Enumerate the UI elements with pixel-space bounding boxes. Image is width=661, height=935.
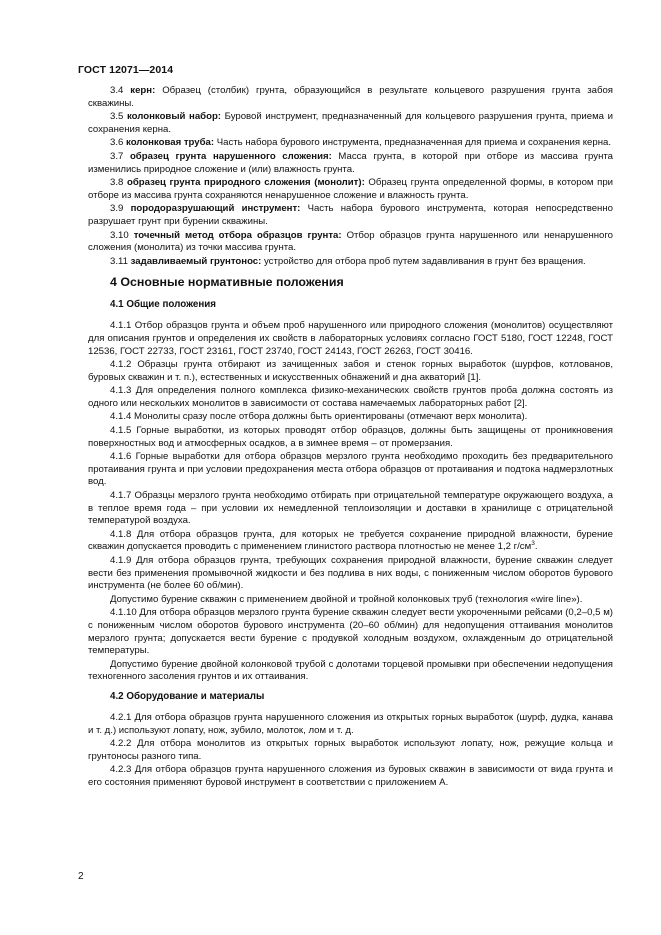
term-3-6 xyxy=(88,137,613,150)
term-3-9 xyxy=(88,203,613,228)
term-3-4 xyxy=(88,85,613,110)
terms-list xyxy=(88,85,613,268)
paragraph-4-1-3: 4.1.3 Для определения полного комплекса физико-механических свойств грунтов проба должна состоять из одного или нескольких монолитов в зависимости от состава намечаемых лабораторных работ [2]. xyxy=(88,385,613,409)
term-number: 3.8 xyxy=(110,177,124,189)
superscript: 3 xyxy=(531,540,535,548)
paragraph-4-1-2: 4.1.2 Образцы грунта отбирают из зачищенных забоя и стенок горных выработок (шурфов, котлованов, буровых скважин и т. п.), естественных и искусственных обнажений и дна акваторий [1]. xyxy=(88,359,613,383)
term-name: образец грунта нарушенного сложения: xyxy=(129,150,332,162)
section-4-2-body xyxy=(88,712,613,790)
term-name: задавливаемый грунтонос: xyxy=(130,255,262,267)
term-definition: Буровой инструмент, предназначенный для кольцевого разрушения грунта, приема и сохранения керна. xyxy=(88,111,613,135)
section-4-heading: 4 Основные нормативные положения xyxy=(110,275,344,290)
paragraph-4-1-8 xyxy=(88,529,613,554)
paragraph-text: 4.1.8 Для отбора образцов грунта, для которых не требуется сохранение природной влажности, бурение скважин допускается проводить с применением глинистого раствора плотностью не менее 1,2 г/см xyxy=(88,528,613,553)
section-4-1-heading: 4.1 Общие положения xyxy=(110,299,217,311)
term-3-7 xyxy=(88,151,613,176)
term-name: колонковая труба: xyxy=(126,137,215,149)
paragraph-4-1-10-note: Допустимо бурение двойной колонковой трубой с долотами торцевой промывки при обеспечении недопущения техногенного засоления грунтов и их оттаивания. xyxy=(88,658,613,683)
term-number: 3.7 xyxy=(110,150,124,162)
term-number: 3.9 xyxy=(110,203,124,215)
term-definition: устройство для отбора проб путем задавливания в грунт без вращения. xyxy=(261,255,586,267)
paragraph-4-2-3: 4.2.3 Для отбора образцов грунта нарушенного сложения из буровых скважин в зависимости от вида грунта и его состояния применяют буровой инструмент в соответствии с приложением А. xyxy=(88,764,613,788)
paragraph-4-1-5: 4.1.5 Горные выработки, из которых проводят отбор образцов, должны быть защищены от проникновения поверхностных вод и атмосферных осадков, а в зимнее время – от промерзания. xyxy=(88,425,613,449)
section-4-1-body xyxy=(88,320,613,684)
term-definition: Часть набора бурового инструмента, предназначенная для приема и сохранения керна. xyxy=(214,137,611,149)
term-3-10 xyxy=(88,230,613,255)
paragraph-4-1-9: 4.1.9 Для отбора образцов грунта, требующих сохранения природной влажности, бурение скважин следует вести без применения промывочной жидкости и без подлива в них воды, с пониженным числом оборотов бурового инструмента (не более 60 об/мин). xyxy=(88,555,613,592)
term-definition: Отбор образцов грунта нарушенного или ненарушенного сложения (монолита) из точки массива грунта. xyxy=(88,229,614,254)
paragraph-4-1-9-note: Допустимо бурение скважин с применением двойной и тройной колонковых труб (технология «wire line»). xyxy=(110,593,583,605)
term-number: 3.11 xyxy=(110,255,128,267)
term-definition: Образец (столбик) грунта, образующийся в результате кольцевого разрушения грунта забоя скважины. xyxy=(88,85,613,109)
term-number: 3.6 xyxy=(110,137,124,149)
term-3-11 xyxy=(88,256,613,269)
term-name: породоразрушающий инструмент: xyxy=(130,203,301,215)
term-name: керн: xyxy=(130,85,156,96)
term-definition: Часть набора бурового инструмента, которая непосредственно разрушает грунт при бурении скважины. xyxy=(88,203,613,227)
term-name: образец грунта природного сложения (монолит): xyxy=(126,177,365,189)
term-definition: Масса грунта, в которой при отборе из массива грунта изменились природное сложение и (или) влажность грунта. xyxy=(88,150,614,175)
paragraph-4-2-2: 4.2.2 Для отбора монолитов из открытых горных выработок используют лопату, нож, режущие кольца и грунтоносы разного типа. xyxy=(88,738,613,762)
term-3-8 xyxy=(88,177,613,202)
term-number: 3.4 xyxy=(110,85,124,96)
paragraph-4-1-6: 4.1.6 Горные выработки для отбора образцов мерзлого грунта необходимо проходить без предварительного протаивания грунта и при условии предохранения места отбора образцов от протаивания и подтока надмерзлотных вод. xyxy=(88,451,613,488)
paragraph-4-1-4: 4.1.4 Монолиты сразу после отбора должны быть ориентированы (отмечают верх монолита). xyxy=(110,411,528,423)
paragraph-4-1-7: 4.1.7 Образцы мерзлого грунта необходимо отбирать при отрицательной температуре окружающего воздуха, а в теплое время года – при условии их немедленной теплоизоляции и доставки в хранилище с отрицательной температурой воздуха. xyxy=(88,490,613,527)
term-number: 3.5 xyxy=(110,111,124,123)
term-name: точечный метод отбора образцов грунта: xyxy=(133,229,342,241)
paragraph-4-2-1: 4.2.1 Для отбора образцов грунта нарушенного сложения из открытых горных выработок (шурф, дудка, канава и т. д.) используют лопату, нож, зубило, молоток, лом и т. д. xyxy=(88,711,613,736)
page-number: 2 xyxy=(78,871,84,882)
section-4-2-heading: 4.2 Оборудование и материалы xyxy=(110,690,265,702)
paragraph-4-1-10: 4.1.10 Для отбора образцов мерзлого грунта бурение скважин следует вести укороченными рейсами (0,2–0,5 м) с пониженным числом оборотов бурового инструмента (20–60 об/мин) для недопущения оттаивания монолитов мерзлого грунта; допускается вести бурение с продувкой холодным воздухом, охлажденным до отрицательной температуры. xyxy=(88,607,613,657)
term-number: 3.10 xyxy=(110,229,129,241)
paragraph-end: . xyxy=(534,541,538,553)
document-body xyxy=(88,85,613,791)
term-name: колонковый набор: xyxy=(126,111,221,123)
document-header: ГОСТ 12071—2014 xyxy=(78,64,174,76)
term-3-5 xyxy=(88,111,613,136)
term-definition: Образец грунта определенной формы, в котором при отборе из массива грунта сохраняются ненарушенное сложение и влажность грунта. xyxy=(88,177,614,201)
paragraph-4-1-1: 4.1.1 Отбор образцов грунта и объем проб нарушенного или природного сложения (монолитов) осуществляют для описания грунтов и определения их свойств в лабораторных условиях согласно ГОСТ 5180, ГОСТ 12248, ГОСТ 12536, ГОСТ 22733, ГОСТ 23161, ГОСТ 23740, ГОСТ 24143, ГОСТ 26263, ГОСТ 30416. xyxy=(88,320,613,357)
